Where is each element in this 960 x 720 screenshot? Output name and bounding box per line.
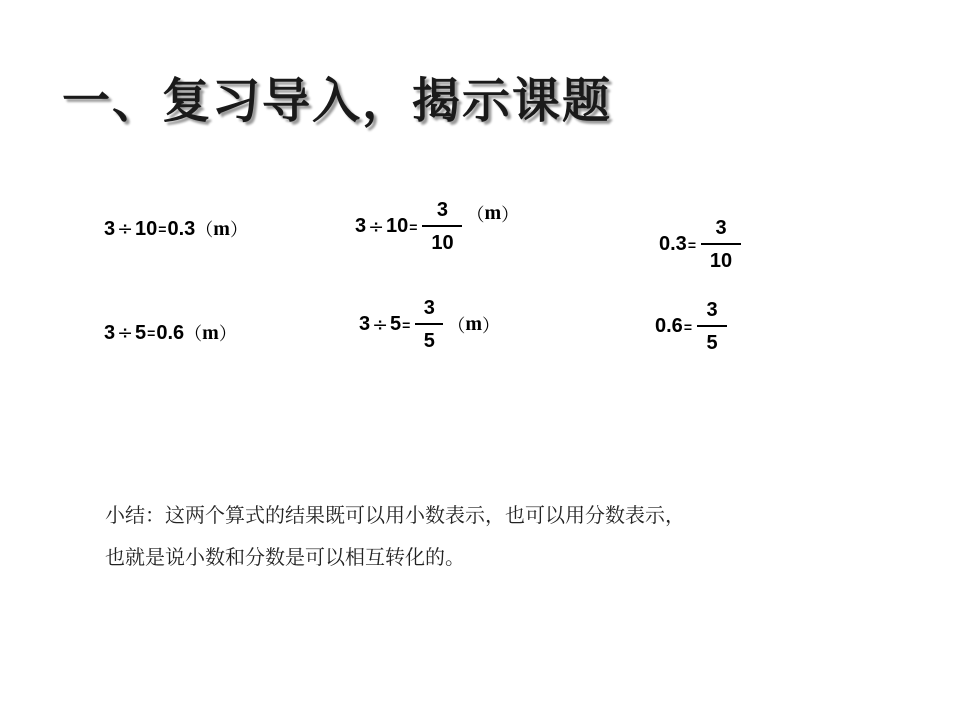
divisor: 5 — [135, 321, 147, 344]
decimal: 0.6 — [655, 315, 683, 337]
summary-line-2: 也就是说小数和分数是可以相互转化的。 — [105, 545, 465, 569]
summary-text — [105, 494, 905, 578]
left-paren: （ — [447, 315, 466, 337]
right-paren: ） — [218, 324, 237, 345]
unit: m — [202, 321, 219, 344]
fraction — [701, 218, 741, 271]
equation-decimal-fraction-2 — [655, 300, 731, 353]
left-paren: （ — [195, 220, 214, 241]
numerator: 3 — [706, 299, 718, 321]
divide-sign: ÷ — [368, 215, 385, 238]
fraction — [422, 200, 462, 253]
unit: m — [213, 217, 230, 240]
divide-sign: ÷ — [117, 322, 134, 344]
divide-sign: ÷ — [372, 313, 389, 336]
unit: m — [465, 313, 483, 335]
unit: m — [484, 202, 502, 224]
denominator: 10 — [709, 250, 733, 272]
numerator: 3 — [715, 217, 727, 239]
equation-decimal-fraction-1 — [659, 218, 745, 271]
right-paren: ） — [482, 315, 501, 337]
equals-sign: = — [683, 318, 692, 335]
dividend: 3 — [104, 217, 116, 240]
right-paren: ） — [501, 204, 520, 226]
fraction — [697, 300, 727, 353]
numerator: 3 — [423, 297, 435, 319]
decimal-result: 0.3 — [167, 217, 196, 240]
divisor: 5 — [390, 313, 402, 335]
numerator: 3 — [436, 199, 449, 221]
equation-division-fraction-2 — [359, 298, 500, 351]
equation-division-fraction-1 — [355, 200, 519, 253]
equals-sign: = — [402, 316, 411, 333]
dividend: 3 — [104, 321, 116, 344]
denominator: 10 — [431, 232, 454, 254]
left-paren: （ — [184, 324, 203, 345]
divide-sign: ÷ — [117, 218, 134, 240]
right-paren: ） — [229, 220, 248, 241]
slide-title: 一、复习导入，揭示课题 — [62, 73, 613, 129]
denominator: 5 — [423, 330, 435, 352]
decimal: 0.3 — [659, 233, 687, 255]
fraction — [415, 298, 443, 351]
divisor: 10 — [386, 215, 409, 237]
equals-sign: = — [147, 325, 156, 341]
equation-division-decimal-1 — [104, 216, 248, 242]
equals-sign: = — [687, 236, 696, 253]
decimal-result: 0.6 — [156, 321, 185, 344]
denominator: 5 — [706, 332, 718, 354]
equation-division-decimal-2 — [104, 320, 237, 346]
dividend: 3 — [355, 215, 367, 237]
equals-sign: = — [158, 221, 167, 237]
divisor: 10 — [135, 217, 158, 240]
left-paren: （ — [466, 204, 485, 226]
equals-sign: = — [409, 218, 418, 235]
summary-line-1: 小结：这两个算式的结果既可以用小数表示，也可以用分数表示， — [105, 503, 685, 527]
dividend: 3 — [359, 313, 371, 335]
